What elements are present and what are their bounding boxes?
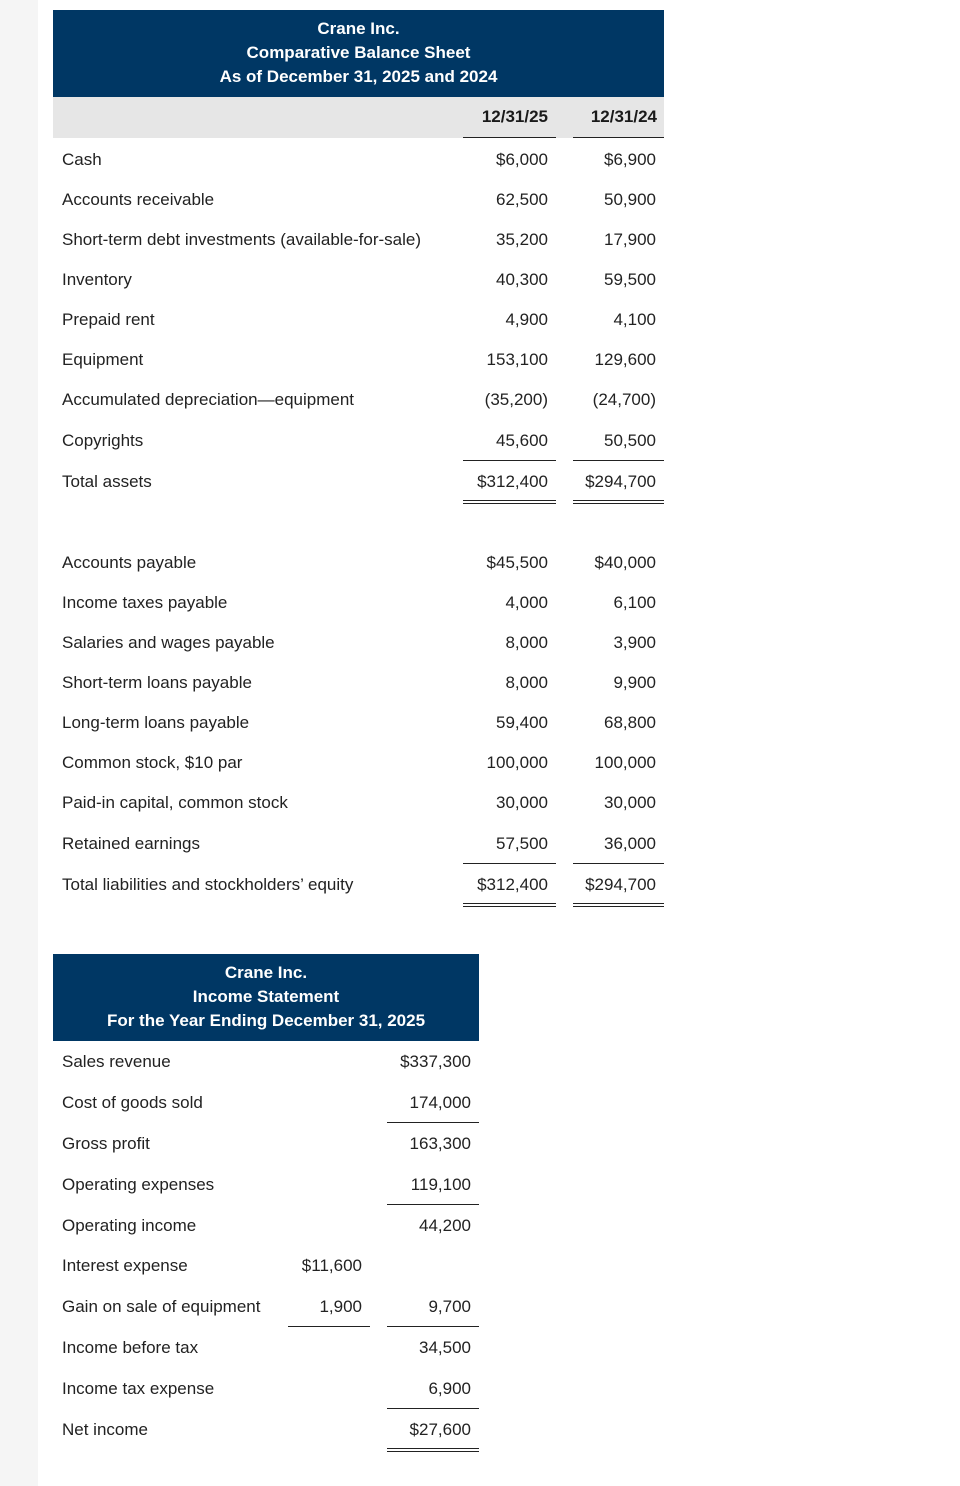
liability-value-2024: 68,800 <box>604 713 656 732</box>
subtotal-rule <box>463 863 556 864</box>
asset-value-2024: 50,500 <box>604 431 656 450</box>
asset-label: Inventory <box>62 270 132 289</box>
asset-label: Cash <box>62 150 102 169</box>
liability-value-2024: 100,000 <box>594 753 656 772</box>
income-amount: $337,300 <box>400 1052 471 1071</box>
subtotal-rule <box>387 1204 479 1205</box>
income-label: Operating income <box>62 1216 197 1235</box>
column-header-underline-2024 <box>573 137 664 138</box>
asset-value-2024: 50,900 <box>604 190 656 209</box>
asset-label: Copyrights <box>62 431 144 450</box>
double-underline <box>573 500 664 504</box>
column-header-2024: 12/31/24 <box>590 107 657 126</box>
total-liabilities-2025: $312,400 <box>477 875 548 894</box>
asset-label: Short-term debt investments (available-for-sale) <box>62 230 422 249</box>
income-label: Interest expense <box>62 1256 188 1275</box>
asset-value-2024: 59,500 <box>604 270 656 289</box>
liability-value-2025: 4,000 <box>505 593 548 612</box>
income-label: Operating expenses <box>62 1175 215 1194</box>
net-income-amount: $27,600 <box>409 1420 471 1439</box>
balance-sheet-header <box>53 10 664 97</box>
liability-value-2025: 8,000 <box>505 633 548 652</box>
asset-value-2024: 17,900 <box>604 230 656 249</box>
net-income-label: Net income <box>62 1420 148 1439</box>
asset-label: Accumulated depreciation—equipment <box>62 390 355 409</box>
liability-value-2025: 8,000 <box>505 673 548 692</box>
liability-label: Long-term loans payable <box>62 713 250 732</box>
double-underline <box>573 903 664 907</box>
liability-label: Retained earnings <box>62 834 200 853</box>
income-amount: 174,000 <box>409 1093 471 1112</box>
liability-value-2025: 59,400 <box>496 713 548 732</box>
liability-value-2024: 6,100 <box>613 593 656 612</box>
liability-label: Common stock, $10 par <box>62 753 243 772</box>
income-amount: 9,700 <box>428 1297 471 1316</box>
total-liabilities-label: Total liabilities and stockholders’ equity <box>62 875 354 894</box>
income-statement-company: Crane Inc. <box>224 963 308 982</box>
total-assets-label: Total assets <box>62 472 152 491</box>
liability-value-2025: 100,000 <box>486 753 548 772</box>
income-label: Gain on sale of equipment <box>62 1297 261 1316</box>
income-statement-title: Income Statement <box>192 987 340 1006</box>
income-amount: 163,300 <box>409 1134 471 1153</box>
asset-label: Equipment <box>62 350 144 369</box>
income-label: Sales revenue <box>62 1052 171 1071</box>
left-gutter <box>0 0 38 1486</box>
asset-value-2025: 62,500 <box>496 190 548 209</box>
asset-value-2025: (35,200) <box>484 390 548 409</box>
income-label: Income tax expense <box>62 1379 215 1398</box>
balance-sheet-title: Comparative Balance Sheet <box>246 43 471 62</box>
asset-value-2025: 45,600 <box>496 431 548 450</box>
liability-value-2025: $45,500 <box>486 553 548 572</box>
liability-value-2024: 3,900 <box>613 633 656 652</box>
income-statement-subtitle: For the Year Ending December 31, 2025 <box>106 1011 426 1030</box>
asset-value-2025: $6,000 <box>496 150 548 169</box>
income-amount: 119,100 <box>410 1175 471 1194</box>
liability-value-2024: 36,000 <box>604 834 656 853</box>
income-amount: 34,500 <box>419 1338 471 1357</box>
income-inner-amount: $11,600 <box>301 1256 362 1275</box>
subtotal-rule <box>573 863 664 864</box>
income-statement-header <box>53 954 479 1041</box>
total-assets-2025: $312,400 <box>477 472 548 491</box>
liability-value-2025: 57,500 <box>496 834 548 853</box>
asset-value-2025: 4,900 <box>505 310 548 329</box>
subtotal-rule <box>387 1408 479 1409</box>
liability-label: Accounts payable <box>62 553 197 572</box>
liability-label: Short-term loans payable <box>62 673 252 692</box>
asset-label: Prepaid rent <box>62 310 155 329</box>
subtotal-rule <box>387 1326 479 1327</box>
total-liabilities-2024: $294,700 <box>585 875 656 894</box>
subtotal-rule <box>387 1122 479 1123</box>
asset-label: Accounts receivable <box>62 190 215 209</box>
balance-sheet-company: Crane Inc. <box>317 19 400 38</box>
income-inner-amount: 1,900 <box>319 1297 362 1316</box>
liability-label: Salaries and wages payable <box>62 633 275 652</box>
income-amount: 44,200 <box>419 1216 471 1235</box>
total-assets-2024: $294,700 <box>585 472 656 491</box>
asset-value-2025: 35,200 <box>496 230 548 249</box>
subtotal-rule <box>573 460 664 461</box>
income-amount: 6,900 <box>428 1379 471 1398</box>
liability-value-2024: $40,000 <box>594 553 656 572</box>
column-header-underline-2025 <box>463 137 556 138</box>
asset-value-2025: 153,100 <box>486 350 548 369</box>
income-label: Gross profit <box>62 1134 150 1153</box>
asset-value-2024: 129,600 <box>594 350 656 369</box>
asset-value-2024: (24,700) <box>592 390 656 409</box>
double-underline <box>463 500 556 504</box>
subtotal-rule <box>463 460 556 461</box>
asset-value-2024: 4,100 <box>613 310 656 329</box>
double-underline <box>463 903 556 907</box>
balance-sheet-subtitle: As of December 31, 2025 and 2024 <box>219 67 498 86</box>
income-label: Income before tax <box>62 1338 199 1357</box>
asset-value-2024: $6,900 <box>604 150 656 169</box>
liability-label: Income taxes payable <box>62 593 228 612</box>
double-underline <box>387 1448 479 1452</box>
liability-value-2025: 30,000 <box>496 793 548 812</box>
liability-label: Paid-in capital, common stock <box>62 793 288 812</box>
column-header-2025: 12/31/25 <box>481 107 548 126</box>
liability-value-2024: 30,000 <box>604 793 656 812</box>
liability-value-2024: 9,900 <box>613 673 656 692</box>
asset-value-2025: 40,300 <box>496 270 548 289</box>
subtotal-rule <box>288 1326 370 1327</box>
income-label: Cost of goods sold <box>62 1093 203 1112</box>
